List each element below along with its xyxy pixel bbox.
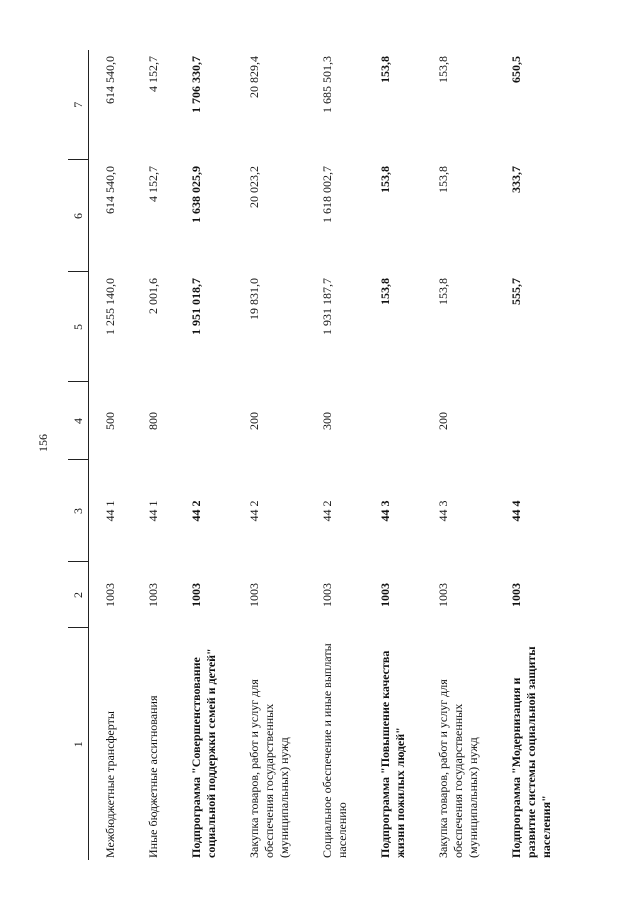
cell-program-code: 44 2: [247, 500, 261, 522]
cell-amount-5: 555,7: [509, 278, 523, 305]
cell-name: Подпрограмма "Повышение качества жизни пожилых людей": [378, 650, 407, 858]
cell-name: Подпрограмма "Совершенствование социальной поддержки семей и детей": [189, 648, 218, 858]
table-row: [233, 50, 306, 860]
page-number: 156: [36, 434, 50, 452]
cell-expense-type: 300: [320, 412, 334, 430]
cell-amount-5: 1 255 140,0: [103, 278, 117, 335]
budget-table: [68, 50, 568, 860]
cell-amount-6: 333,7: [509, 166, 523, 193]
cell-section-code: 1003: [436, 583, 450, 607]
cell-name: Закупка товаров, работ и услуг для обеспечения государственных (муниципальных) нужд: [247, 679, 291, 858]
cell-amount-7: 650,5: [509, 56, 523, 83]
cell-amount-7: 153,8: [436, 56, 450, 83]
cell-program-code: 44 4: [509, 500, 523, 522]
cell-expense-type: 500: [103, 412, 117, 430]
budget-table-container: [68, 50, 588, 860]
cell-amount-7: 1 685 501,3: [320, 56, 334, 113]
cell-amount-6: 614 540,0: [103, 166, 117, 214]
cell-section-code: 1003: [146, 583, 160, 607]
cell-amount-5: 1 931 187,7: [320, 278, 334, 335]
cell-program-code: 44 3: [436, 500, 450, 522]
cell-program-code: 44 1: [103, 500, 117, 522]
cell-name: Межбюджетные трансферты: [103, 711, 117, 858]
cell-amount-6: 1 638 025,9: [189, 166, 203, 223]
table-row: [495, 50, 568, 860]
cell-amount-7: 1 706 330,7: [189, 56, 203, 113]
cell-name: Иные бюджетные ассигнования: [146, 695, 160, 858]
header-col-5: 5: [68, 272, 89, 382]
cell-amount-7: 4 152,7: [146, 56, 160, 92]
cell-expense-type: [175, 382, 233, 460]
cell-section-code: 1003: [189, 583, 203, 607]
cell-expense-type: 200: [436, 412, 450, 430]
cell-amount-6: 20 023,2: [247, 166, 261, 208]
cell-section-code: 1003: [378, 583, 392, 607]
cell-expense-type: 200: [247, 412, 261, 430]
cell-name: Закупка товаров, работ и услуг для обеспечения государственных (муниципальных) нужд: [436, 679, 480, 858]
table-row: [422, 50, 495, 860]
cell-name: Социальное обеспечение и иные выплаты населению: [320, 643, 349, 858]
cell-amount-7: 20 829,4: [247, 56, 261, 98]
cell-section-code: 1003: [320, 583, 334, 607]
cell-amount-7: 614 540,0: [103, 56, 117, 104]
cell-amount-5: 153,8: [378, 278, 392, 305]
header-col-6: 6: [68, 160, 89, 272]
cell-amount-6: 4 152,7: [146, 166, 160, 202]
cell-amount-5: 153,8: [436, 278, 450, 305]
table-header: [68, 50, 89, 860]
cell-amount-6: 153,8: [436, 166, 450, 193]
table-body: [89, 50, 569, 860]
cell-section-code: 1003: [247, 583, 261, 607]
cell-amount-5: 19 831,0: [247, 278, 261, 320]
cell-section-code: 1003: [103, 583, 117, 607]
cell-program-code: 44 2: [189, 500, 203, 522]
cell-expense-type: [495, 382, 568, 460]
cell-name: Подпрограмма "Модернизация и развитие системы социальной защиты населения": [509, 646, 553, 858]
cell-program-code: 44 1: [146, 500, 160, 522]
table-row: [306, 50, 364, 860]
header-col-3: 3: [68, 460, 89, 562]
table-row: [132, 50, 175, 860]
table-row: [89, 50, 133, 860]
cell-program-code: 44 3: [378, 500, 392, 522]
header-col-2: 2: [68, 562, 89, 628]
header-row: [68, 50, 89, 860]
header-col-1: 1: [68, 628, 89, 860]
cell-expense-type: 800: [146, 412, 160, 430]
header-col-7: 7: [68, 50, 89, 160]
cell-section-code: 1003: [509, 583, 523, 607]
table-row: [175, 50, 233, 860]
cell-amount-7: 153,8: [378, 56, 392, 83]
cell-amount-5: 1 951 018,7: [189, 278, 203, 335]
cell-amount-6: 153,8: [378, 166, 392, 193]
cell-expense-type: [364, 382, 422, 460]
header-col-4: 4: [68, 382, 89, 460]
cell-amount-5: 2 001,6: [146, 278, 160, 314]
table-row: [364, 50, 422, 860]
cell-program-code: 44 2: [320, 500, 334, 522]
cell-amount-6: 1 618 002,7: [320, 166, 334, 223]
